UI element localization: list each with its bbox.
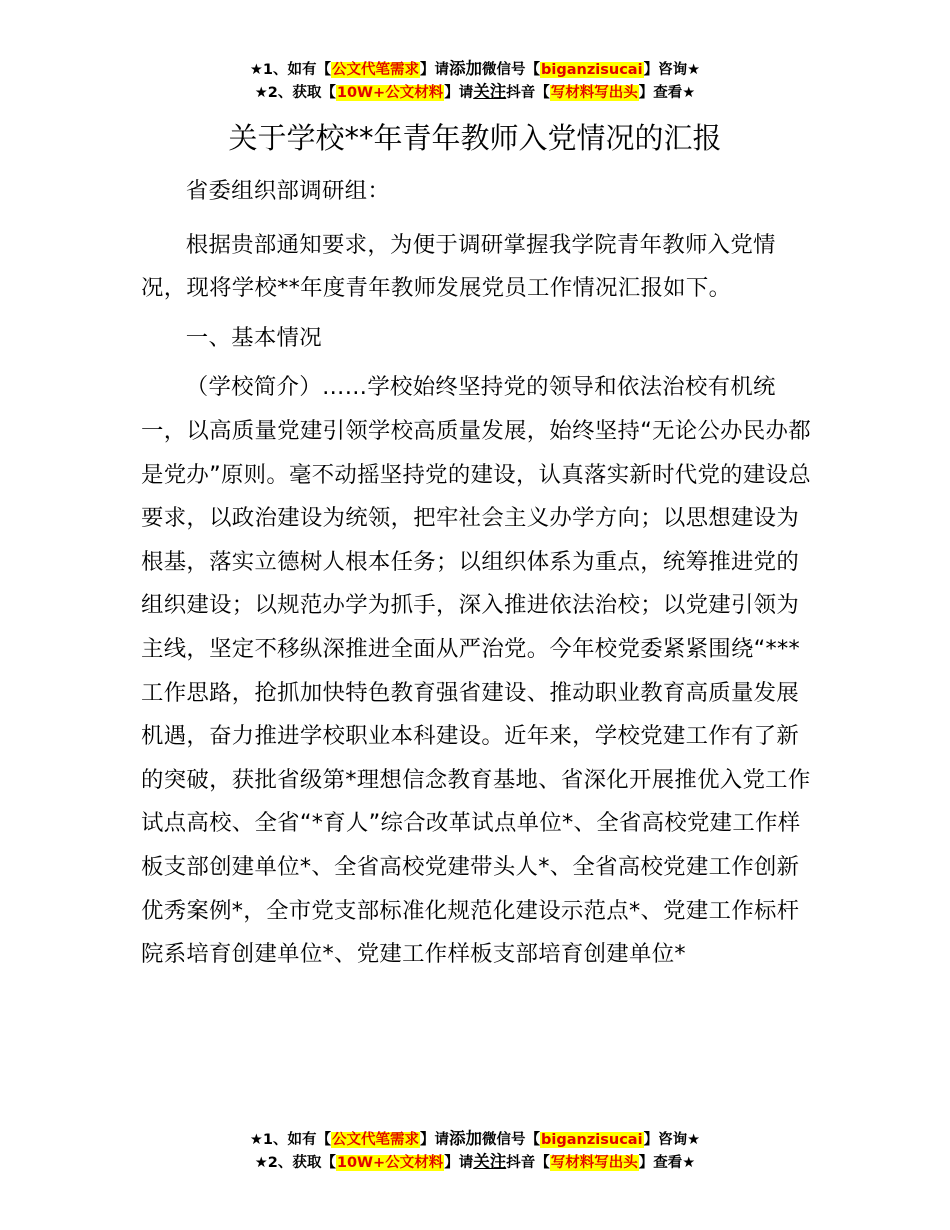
banner-text: 抖音【	[506, 85, 550, 101]
banner-text: 】请	[420, 62, 450, 78]
intro-paragraph: 根据贵部通知要求，为便于调研掌握我学院青年教师入党情况，现将学校**年度青年教师发展党员工作情况汇报如下。	[141, 231, 776, 302]
banner-highlight: 写材料写出头	[550, 1155, 638, 1171]
banner-text: 】请	[420, 1132, 450, 1148]
document-body	[141, 170, 816, 983]
banner-text: 】查看★	[638, 1155, 696, 1171]
salutation: 省委组织部调研组：	[185, 178, 391, 204]
banner-highlight: 公文代笔需求	[332, 1132, 420, 1148]
banner-text: 抖音【	[506, 1155, 550, 1171]
header-banner	[0, 58, 950, 104]
footer-banner	[0, 1128, 950, 1174]
banner-text: ★2、获取【	[254, 1155, 336, 1171]
banner-highlight: 10W+公文材料	[336, 85, 444, 101]
banner-emphasis: 添加	[449, 1129, 483, 1148]
section-paragraph: （学校简介）……学校始终坚持党的领导和依法治校有机统一，以高质量党建引领学校高质量发展，始终坚持“无论公办民办都是党办”原则。毫不动摇坚持党的建设，认真落实新时代党的建设总要求，以政治建设为统领，把牢社会主义办学方向；以思想建设为根基，落实立德树人根本任务；以组织体系为重点，统筹推进党的组织建设；以规范办学为抓手，深入推进依法治校；以党建引领为主线，坚定不移纵深推进全面从严治党。今年校党委紧紧围绕“***工作思路，抢抓加快特色教育强省建设、推动职业教育高质量发展机遇，奋力推进学校职业本科建设。近年来，学校党建工作有了新的突破，获批省级第*理想信念教育基地、省深化开展推优入党工作试点高校、全省“*育人”综合改革试点单位*、全省高校党建工作样板支部创建单位*、全省高校党建带头人*、全省高校党建工作创新优秀案例*，全市党支部标准化规范化建设示范点*、党建工作标杆院系培育创建单位*、党建工作样板支部培育创建单位*	[141, 374, 811, 968]
banner-text: ★2、获取【	[254, 85, 336, 101]
banner-emphasis: 关注	[473, 82, 507, 101]
banner-text: 】请	[444, 85, 474, 101]
banner-line-1	[0, 58, 950, 81]
banner-text: 】查看★	[638, 85, 696, 101]
section-heading: 一、基本情况	[185, 324, 322, 351]
banner-text: 微信号【	[482, 1132, 541, 1148]
banner-emphasis: 添加	[449, 59, 483, 78]
banner-text: 】咨询★	[643, 62, 701, 78]
banner-text: ★1、如有【	[249, 1132, 332, 1148]
banner-text: 】咨询★	[643, 1132, 701, 1148]
banner-highlight: biganzisucai	[541, 62, 643, 78]
banner-emphasis: 关注	[473, 1152, 507, 1171]
banner-line-2	[0, 1151, 950, 1174]
banner-highlight: biganzisucai	[541, 1132, 643, 1148]
banner-line-2	[0, 81, 950, 104]
banner-text: 微信号【	[482, 62, 541, 78]
banner-text: 】请	[444, 1155, 474, 1171]
banner-line-1	[0, 1128, 950, 1151]
banner-highlight: 10W+公文材料	[336, 1155, 444, 1171]
banner-text: ★1、如有【	[249, 62, 332, 78]
banner-highlight: 写材料写出头	[550, 85, 638, 101]
document-title: 关于学校**年青年教师入党情况的汇报	[228, 121, 722, 155]
banner-highlight: 公文代笔需求	[332, 62, 420, 78]
